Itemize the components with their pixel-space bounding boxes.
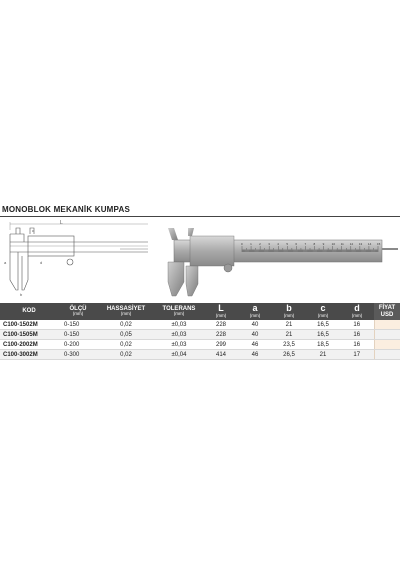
table-row — [0, 340, 400, 350]
cell-l: 228 — [204, 330, 238, 340]
scale-label: 1 — [250, 242, 252, 246]
header-l: L (mm) — [204, 303, 238, 320]
cell-a: 46 — [238, 350, 272, 360]
title-divider — [0, 216, 400, 217]
cell-b: 21 — [272, 320, 306, 330]
scale-label: 7 — [304, 242, 307, 246]
specification-table — [0, 303, 400, 360]
cell-tolerans: ±0,03 — [154, 340, 204, 350]
cell-a: 46 — [238, 340, 272, 350]
cell-kod: C100-2002M — [0, 340, 58, 350]
cell-a: 40 — [238, 320, 272, 330]
cell-fiyat — [374, 330, 400, 340]
dimension-label-b: b — [20, 292, 23, 297]
scale-label: 13 — [358, 242, 363, 246]
caliper-technical-drawing — [0, 220, 150, 300]
cell-tolerans: ±0,04 — [154, 350, 204, 360]
cell-olcu: 0-200 — [58, 340, 98, 350]
dimension-label-d: d — [40, 260, 43, 265]
cell-d: 16 — [340, 320, 374, 330]
cell-l: 228 — [204, 320, 238, 330]
cell-tolerans: ±0,03 — [154, 320, 204, 330]
table-row — [0, 320, 400, 330]
cell-a: 40 — [238, 330, 272, 340]
cell-olcu: 0-150 — [58, 330, 98, 340]
header-b: b (mm) — [272, 303, 306, 320]
dimension-label-c: c — [32, 228, 34, 233]
cell-c: 16,5 — [306, 330, 340, 340]
header-tolerans: TOLERANS (mm) — [154, 303, 204, 320]
cell-kod: C100-1502M — [0, 320, 58, 330]
cell-fiyat — [374, 320, 400, 330]
header-olcu: ÖLÇÜ (mm) — [58, 303, 98, 320]
scale-label: 4 — [277, 242, 279, 246]
cell-hassasiyet: 0,05 — [98, 330, 154, 340]
header-c: c (mm) — [306, 303, 340, 320]
table-row — [0, 350, 400, 360]
scale-label: 6 — [295, 242, 298, 246]
scale-label: 3 — [268, 242, 270, 246]
header-kod: KOD — [0, 303, 58, 320]
scale-label: 14 — [367, 242, 372, 246]
dimension-label-l: L — [60, 220, 63, 226]
scale-label: 9 — [322, 242, 325, 246]
cell-kod: C100-3002M — [0, 350, 58, 360]
table-header-row — [0, 303, 400, 320]
cell-c: 21 — [306, 350, 340, 360]
cell-olcu: 0-150 — [58, 320, 98, 330]
cell-tolerans: ±0,03 — [154, 330, 204, 340]
cell-c: 18,5 — [306, 340, 340, 350]
dimension-label-a: a — [4, 260, 7, 265]
cell-b: 26,5 — [272, 350, 306, 360]
scale-label: 15 — [377, 242, 381, 246]
cell-b: 23,5 — [272, 340, 306, 350]
cell-c: 16,5 — [306, 320, 340, 330]
header-hassasiyet: HASSASİYET (mm) — [98, 303, 154, 320]
cell-d: 16 — [340, 330, 374, 340]
cell-hassasiyet: 0,02 — [98, 340, 154, 350]
scale-label: 0 — [241, 242, 243, 246]
cell-l: 414 — [204, 350, 238, 360]
scale-label: 8 — [313, 242, 316, 246]
cell-l: 299 — [204, 340, 238, 350]
caliper-product-image — [150, 222, 400, 297]
scale-label: 11 — [340, 242, 344, 246]
header-fiyat: FİYAT USD — [374, 303, 400, 320]
cell-hassasiyet: 0,02 — [98, 350, 154, 360]
scale-label: 5 — [286, 242, 289, 246]
page-title: MONOBLOK MEKANİK KUMPAS — [2, 205, 131, 214]
cell-kod: C100-1505M — [0, 330, 58, 340]
cell-hassasiyet: 0,02 — [98, 320, 154, 330]
scale-label: 10 — [331, 242, 336, 246]
scale-label: 12 — [349, 242, 354, 246]
header-a: a (mm) — [238, 303, 272, 320]
cell-fiyat — [374, 350, 400, 360]
cell-fiyat — [374, 340, 400, 350]
header-d: d (mm) — [340, 303, 374, 320]
table-row — [0, 330, 400, 340]
cell-d: 17 — [340, 350, 374, 360]
cell-d: 16 — [340, 340, 374, 350]
cell-b: 21 — [272, 330, 306, 340]
scale-label: 2 — [259, 242, 261, 246]
cell-olcu: 0-300 — [58, 350, 98, 360]
